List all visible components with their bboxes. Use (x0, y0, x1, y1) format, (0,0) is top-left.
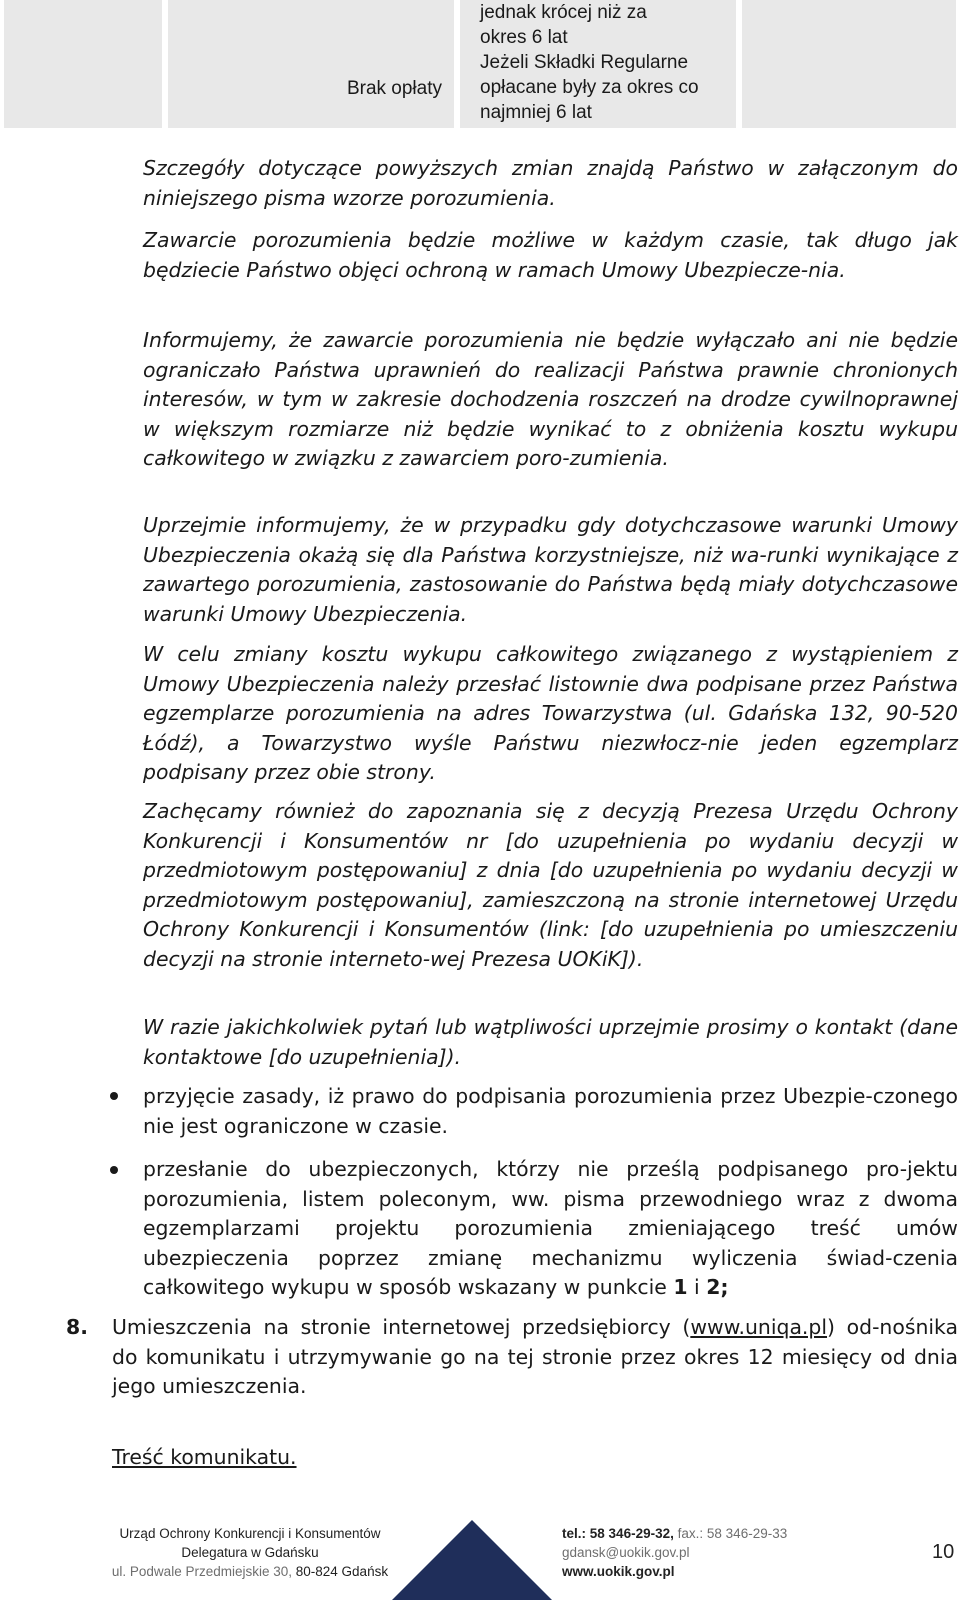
bullet-dot (110, 1092, 118, 1100)
paragraph-contact: W razie jakichkolwiek pytań lub wątpliwości uprzejmie prosimy o kontakt (dane kontaktowe [do uzupełnienia]). (143, 1015, 958, 1069)
uokik-logo-triangle (392, 1520, 552, 1600)
footer-phone: tel.: 58 346-29-32, fax.: 58 346-29-33 (562, 1526, 788, 1541)
bullet-dot (110, 1166, 118, 1174)
footer-email[interactable]: gdansk@uokik.gov.pl (562, 1545, 690, 1560)
footer-address: ul. Podwale Przedmiejskie 30, 80-824 Gdańsk (111, 1564, 389, 1579)
footer-org: Urząd Ochrony Konkurencji i Konsumentów (119, 1526, 381, 1541)
table-cell-condition (460, 0, 736, 128)
condition-text-1: jednak krócej niż za okres 6 lat (480, 2, 647, 48)
item-number: 8. (66, 1315, 88, 1339)
item-8-text: Umieszczenia na stronie internetowej przedsiębiorcy (www.uniqa.pl) od-nośnika do komunikatu i utrzymywanie go na tej stronie przez okres 12 miesięcy od dnia jego umieszczenia. (112, 1315, 958, 1399)
fee-label: Brak opłaty (346, 78, 442, 99)
footer-office (110, 1524, 390, 1581)
paragraph-rights: Informujemy, że zawarcie porozumienia nie będzie wyłączało ani nie będzie ograniczało Państwa uprawnień do realizacji Państwa prawnie chronionych interesów, w tym w zakresie dochodzenia roszczeń na drodze cywilnoprawnej w większym rozmiarze niż będzie wynikać to z obniżenia kosztu wykupu całkowitego w związku z zawarciem poro-zumienia. (143, 328, 958, 471)
condition-text-2: Jeżeli Składki Regularne opłacane były za okres co najmniej 6 lat (480, 52, 699, 123)
footer-delegation: Delegatura w Gdańsku (181, 1545, 319, 1560)
paragraph-procedure: W celu zmiany kosztu wykupu całkowitego związanego z wystąpieniem z Umowy Ubezpieczenia należy przesłać listownie dwa podpisane przez Państwa egzemplarze porozumienia na adres Towarzystwa (ul. Gdańska 132, 90-520 Łódź), a Towarzystwo wyśle Państwu niezwłocz-nie jeden egzemplarz podpisany przez obie strony. (143, 642, 958, 785)
page-number: 10 (932, 1541, 955, 1563)
paragraph-previous-terms: Uprzejmie informujemy, że w przypadku gdy dotychczasowe warunki Umowy Ubezpieczenia okażą się dla Państwa korzystniejsze, niż wa-runki wynikające z zawartego porozumienia, zastosowanie do Państwa będą miały dotychczasowe warunki Umowy Ubezpieczenia. (143, 513, 958, 626)
paragraph-decision: Zachęcamy również do zapoznania się z decyzją Prezesa Urzędu Ochrony Konkurencji i Konsumentów nr [do uzupełnienia po wydaniu decyzji w przedmiotowym postępowaniu] z dnia [do uzupełnienia po wydaniu decyzji w przedmiotowym postępowaniu], zamieszczoną na stronie internetowej Urzędu Ochrony Konkurencji i Konsumentów (link: [do uzupełnienia po umieszczeniu decyzji na stronie interneto-wej Prezesa UOKiK]). (143, 799, 958, 971)
message-heading: Treść komunikatu. (112, 1445, 297, 1469)
footer-contact (562, 1524, 787, 1581)
point-ref-1: 1 (673, 1275, 688, 1300)
point-ref-2: 2; (706, 1275, 729, 1300)
uniqa-link[interactable]: www.uniqa.pl (690, 1315, 828, 1339)
table-cell-empty-right (742, 0, 956, 128)
table-cell-fee (168, 0, 454, 128)
bullet-item: przyjęcie zasady, iż prawo do podpisania porozumienia przez Ubezpie-czonego nie jest ograniczone w czasie. (143, 1084, 958, 1138)
rate-table-fragment (0, 0, 960, 130)
paragraph-conclusion-time: Zawarcie porozumienia będzie możliwe w każdym czasie, tak długo jak będziecie Państwo objęci ochroną w ramach Umowy Ubezpiecze-nia. (143, 228, 958, 282)
table-cell-empty (4, 0, 162, 128)
footer-web[interactable]: www.uokik.gov.pl (562, 1564, 675, 1579)
bullet-item: przesłanie do ubezpieczonych, którzy nie prześlą podpisanego pro-jektu porozumienia, listem poleconym, ww. pisma przewodniego wraz z dwoma egzemplarzami projektu porozumienia zmieniającego treść umów ubezpieczenia poprzez zmianę mechanizmu wyliczenia świad-czenia całkowitego wykupu w sposób wskazany w punkcie 1 i 2; (143, 1157, 958, 1300)
paragraph-details: Szczegóły dotyczące powyższych zmian znajdą Państwo w załączonym do niniejszego pisma wzorze porozumienia. (143, 156, 958, 210)
